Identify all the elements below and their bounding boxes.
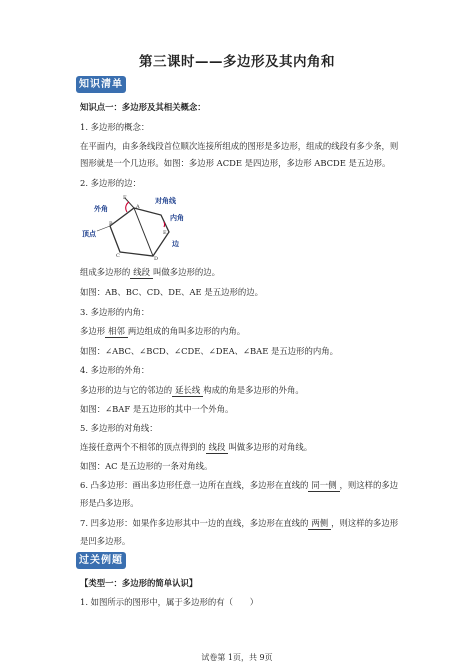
text-segment: 叫做多边形的边。 — [153, 267, 220, 277]
concept-2-text-line2: 如图：AB、BC、CD、DE、AE 是五边形的边。 — [80, 287, 263, 297]
label-diagonal: 对角线 — [155, 196, 176, 205]
concept-3-heading: 3. 多边形的内角： — [80, 307, 150, 317]
text-segment: 两边组成的角叫多边形的内角。 — [127, 326, 246, 336]
concept-5-heading: 5. 多边形的对角线： — [80, 423, 158, 433]
label-inner-angle: 内角 — [170, 213, 184, 222]
question-1: 1. 如图所示的图形中，属于多边形的有（ ） — [80, 597, 259, 607]
concept-7-text-line1 — [80, 517, 398, 530]
label-A: A — [136, 204, 140, 210]
answer-blank: 相邻 — [105, 325, 128, 338]
concept-1-text-line1: 在平面内，由多条线段首位顺次连接所组成的图形是多边形，组成的线段有多少条，则 — [80, 141, 399, 151]
outer-angle-arc — [126, 202, 129, 212]
concept-7-text-line2: 是凹多边形。 — [80, 536, 131, 546]
label-C: C — [116, 253, 120, 259]
concept-1-heading: 1. 多边形的概念： — [80, 122, 150, 132]
text-segment: 多边形 — [80, 326, 106, 336]
answer-blank: 线段 — [130, 266, 153, 279]
section-tag-knowledge: 知识清单 — [76, 76, 126, 93]
label-F: F — [123, 195, 127, 201]
pentagon-figure — [82, 194, 202, 262]
label-outer-angle: 外角 — [94, 204, 108, 213]
answer-blank: 延长线 — [172, 384, 203, 397]
text-segment: 构成的角是多边形的外角。 — [203, 385, 304, 395]
answer-blank: 线段 — [206, 441, 229, 454]
answer-blank: 两侧 — [308, 517, 331, 530]
label-B: B — [109, 221, 113, 227]
type-heading: 【类型一：多边形的简单认识】 — [80, 578, 198, 588]
section-tag-examples: 过关例题 — [76, 552, 126, 569]
concept-3-text-line2: 如图：∠ABC、∠BCD、∠CDE、∠DEA、∠BAE 是五边形的内角。 — [80, 346, 339, 356]
label-vertex: 顶点 — [82, 229, 96, 238]
text-segment: ，则这样的多边形 — [331, 518, 399, 528]
text-segment: 6. 凸多边形：画出多边形任意一边所在直线，多边形在直线的 — [80, 480, 309, 490]
concept-3-text-line1 — [80, 325, 245, 338]
knowledge-point-heading: 知识点一：多边形及其相关概念： — [80, 102, 206, 112]
concept-4-heading: 4. 多边形的外角： — [80, 365, 150, 375]
answer-blank: 同一侧 — [308, 479, 339, 492]
inner-angle-arc — [164, 222, 165, 227]
concept-4-text-line2: 如图：∠BAF 是五边形的其中一个外角。 — [80, 404, 234, 414]
label-side: 边 — [172, 239, 179, 248]
text-segment: 组成多边形的 — [80, 267, 131, 277]
concept-2-text-line1 — [80, 266, 220, 279]
concept-5-text-line2: 如图：AC 是五边形的一条对角线。 — [80, 461, 213, 471]
text-segment: 7. 凹多边形：如果作多边形其中一边的直线，多边形在直线的 — [80, 518, 309, 528]
concept-6-text-line1 — [80, 479, 398, 492]
text-segment: 叫做多边形的对角线。 — [228, 442, 313, 452]
page-title: 第三课时——多边形及其内角和 — [139, 54, 335, 70]
concept-5-text-line1 — [80, 441, 312, 454]
text-segment: ，则这样的多边 — [339, 480, 399, 490]
label-E: E — [163, 230, 167, 236]
concept-2-heading: 2. 多边形的边： — [80, 178, 141, 188]
concept-6-text-line2: 形是凸多边形。 — [80, 498, 139, 508]
text-segment: 多边形的边与它的邻边的 — [80, 385, 173, 395]
concept-4-text-line1 — [80, 384, 304, 397]
label-D: D — [154, 256, 159, 262]
pentagon-outline — [110, 208, 169, 256]
page-footer: 试卷第 1页，共 9页 — [201, 653, 273, 662]
text-segment: 连接任意两个不相邻的顶点得到的 — [80, 442, 206, 452]
concept-1-text-line2: 图形就是一个几边形。如图：多边形 ACDE 是四边形，多边形 ABCDE 是五边形。 — [80, 158, 391, 168]
diagonal-line — [134, 208, 153, 256]
